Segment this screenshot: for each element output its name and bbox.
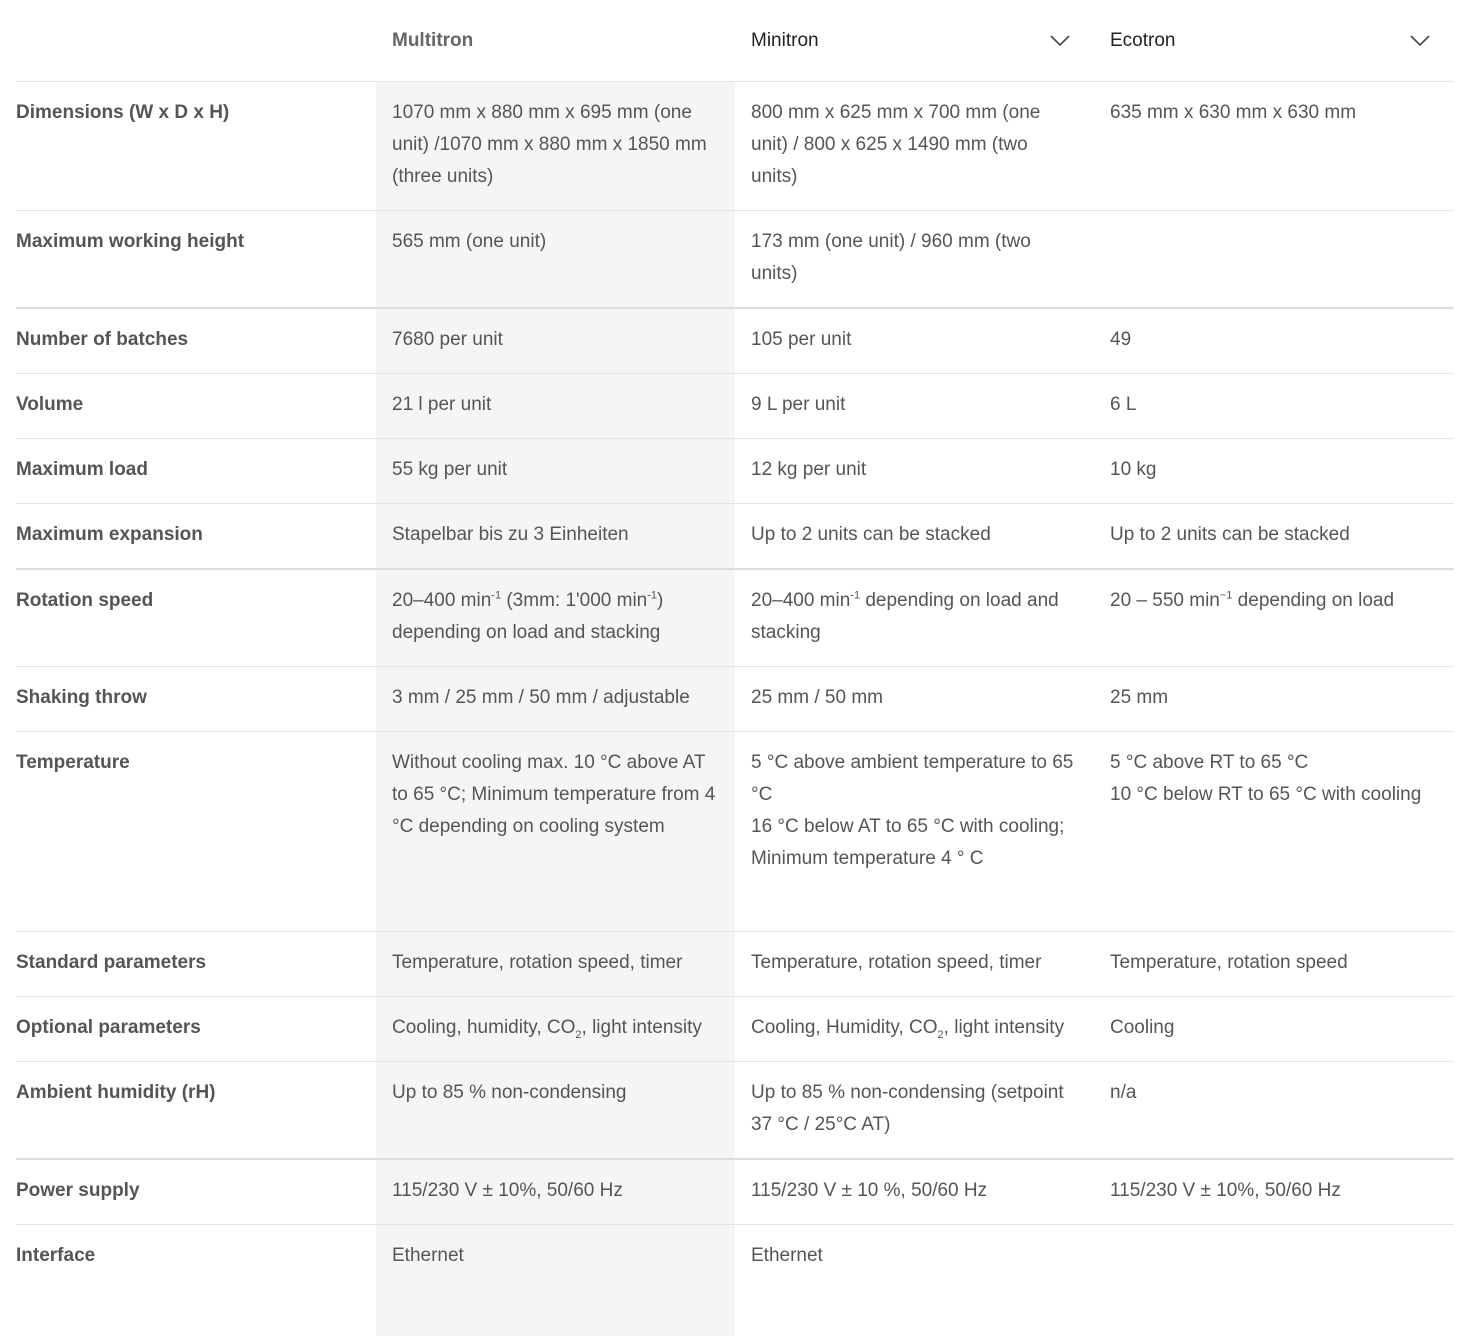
table-row <box>16 308 1454 374</box>
column-header-label: Ecotron <box>1110 29 1176 51</box>
column-selector-minitron[interactable] <box>735 0 1094 82</box>
cell-minitron: Temperature, rotation speed, timer <box>735 932 1094 997</box>
cell-ecotron: 6 L <box>1094 374 1454 439</box>
cell-multitron: Temperature, rotation speed, timer <box>376 932 735 997</box>
cell-ecotron <box>1094 211 1454 309</box>
table-row <box>16 211 1454 309</box>
cell-multitron: Without cooling max. 10 °C above AT to 65 °C; Minimum temperature from 4 °C depending on cooling system <box>376 732 735 932</box>
cell-minitron: 20–400 $\min^{-1}$ depending on load and stacking <box>735 569 1094 667</box>
row-label: Maximum expansion <box>16 504 376 570</box>
cell-minitron: 173 mm (one unit) / 960 mm (two units) <box>735 211 1094 309</box>
column-header-multitron: Multitron <box>376 0 735 82</box>
cell-minitron: 5 °C above ambient temperature to 65 °C 16 °C below AT to 65 °C with cooling; Minimum temperature 4 ° C <box>735 732 1094 932</box>
row-label: Power supply <box>16 1159 376 1225</box>
row-label: Interface <box>16 1245 96 1266</box>
table-row <box>16 997 1454 1062</box>
row-label: Maximum load <box>16 439 376 504</box>
row-label: Number of batches <box>16 308 376 374</box>
cell-multitron: 21 l per unit <box>376 374 735 439</box>
table-row <box>16 1062 1454 1160</box>
cell-multitron: 115/230 V ± 10%, 50/60 Hz <box>376 1159 735 1225</box>
row-label: Dimensions (W x D x H) <box>16 82 376 211</box>
cell-ecotron: 49 <box>1094 308 1454 374</box>
cell-ecotron: 115/230 V ± 10%, 50/60 Hz <box>1094 1159 1454 1225</box>
cell-multitron: 1070 mm x 880 mm x 695 mm (one unit) /1070 mm x 880 mm x 1850 mm (three units) <box>376 82 735 211</box>
row-label: Maximum working height <box>16 211 376 309</box>
row-label: Shaking throw <box>16 667 376 732</box>
cell-multitron: 3 mm / 25 mm / 50 mm / adjustable <box>376 667 735 732</box>
cell-minitron: Up to 2 units can be stacked <box>735 504 1094 570</box>
chevron-down-icon[interactable] <box>1410 35 1430 47</box>
cell-ecotron: Temperature, rotation speed <box>1094 932 1454 997</box>
cell-ecotron: 635 mm x 630 mm x 630 mm <box>1094 82 1454 211</box>
cell-minitron: Up to 85 % non-condensing (setpoint 37 °C / 25°C AT) <box>735 1062 1094 1160</box>
cell-ecotron: Up to 2 units can be stacked <box>1094 504 1454 570</box>
cell-minitron: Ethernet <box>751 1245 823 1266</box>
cell-ecotron: 20 – 550 $\min^{-1}$ depending on load <box>1094 569 1454 667</box>
chevron-down-icon[interactable] <box>1050 35 1070 47</box>
cell-minitron: 105 per unit <box>735 308 1094 374</box>
table-row <box>16 82 1454 211</box>
table-row <box>16 504 1454 570</box>
column-header-label: Minitron <box>751 29 819 51</box>
cell-multitron: Up to 85 % non-condensing <box>376 1062 735 1160</box>
table-row <box>16 1159 1454 1225</box>
row-label: Temperature <box>16 732 376 932</box>
cell-minitron: 25 mm / 50 mm <box>735 667 1094 732</box>
cell-minitron: Cooling, Humidity, $CO_2$, light intensity <box>735 997 1094 1062</box>
cell-multitron: Ethernet <box>392 1245 464 1266</box>
cell-ecotron <box>1094 1225 1454 1290</box>
row-label: Optional parameters <box>16 997 376 1062</box>
table-header-row <box>16 0 1454 82</box>
cell-minitron: 800 mm x 625 mm x 700 mm (one unit) / 800 x 625 x 1490 mm (two units) <box>735 82 1094 211</box>
table-row <box>16 932 1454 997</box>
table-row <box>16 667 1454 732</box>
cell-multitron: 565 mm (one unit) <box>376 211 735 309</box>
cell-ecotron: Cooling <box>1094 997 1454 1062</box>
table-row <box>16 1225 1454 1290</box>
product-comparison-table <box>16 0 1454 1289</box>
header-empty <box>16 0 376 82</box>
cell-multitron: 20–400 $\min^{-1} (3mm$: 1'000 $\min^{-1}$) depending on load and stacking <box>376 569 735 667</box>
cell-minitron: 9 L per unit <box>735 374 1094 439</box>
column-selector-ecotron[interactable] <box>1094 0 1454 82</box>
table-row <box>16 374 1454 439</box>
row-label: Volume <box>16 374 376 439</box>
cell-multitron: 55 kg per unit <box>376 439 735 504</box>
cell-ecotron: 5 °C above RT to 65 °C 10 °C below RT to 65 °C with cooling <box>1094 732 1454 932</box>
table-row <box>16 569 1454 667</box>
row-label: Rotation speed <box>16 569 376 667</box>
row-label: Standard parameters <box>16 932 376 997</box>
cell-multitron: 7680 per unit <box>376 308 735 374</box>
cell-minitron: 12 kg per unit <box>735 439 1094 504</box>
cell-multitron: Stapelbar bis zu 3 Einheiten <box>376 504 735 570</box>
cell-multitron: Cooling, humidity, $CO_2$, light intensity <box>376 997 735 1062</box>
cell-minitron: 115/230 V ± 10 %, 50/60 Hz <box>735 1159 1094 1225</box>
row-label: Ambient humidity (rH) <box>16 1062 376 1160</box>
cell-ecotron: n/a <box>1094 1062 1454 1160</box>
cell-ecotron: 10 kg <box>1094 439 1454 504</box>
table-row <box>16 439 1454 504</box>
cell-ecotron: 25 mm <box>1094 667 1454 732</box>
table-row <box>16 732 1454 932</box>
